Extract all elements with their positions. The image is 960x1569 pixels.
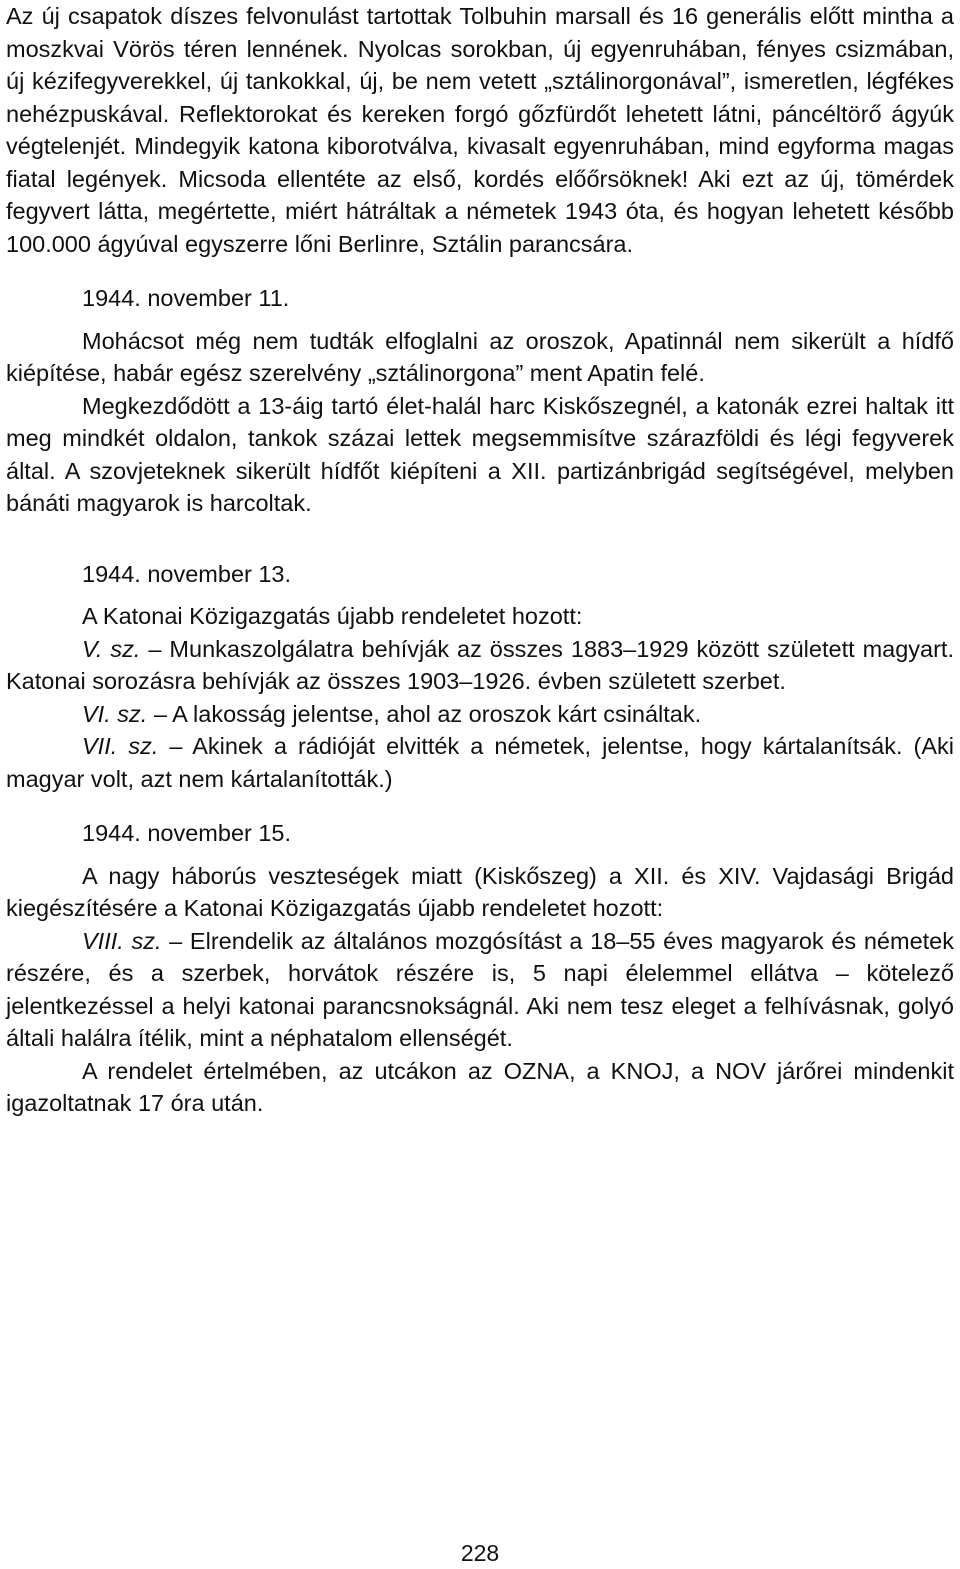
spacer: [6, 850, 954, 860]
paragraph-patrols: A rendelet értelmében, az utcákon az OZNA, a KNOJ, a NOV járőrei mindenkit igazoltatnak 17 óra után.: [6, 1057, 954, 1116]
decree-number: VII. sz.: [82, 733, 159, 759]
page-number: 228: [460, 1540, 500, 1566]
spacer: [6, 315, 954, 325]
decree-number: VIII. sz.: [82, 927, 162, 954]
decree-number: V. sz.: [82, 635, 141, 662]
decree-6: [6, 698, 954, 731]
decree-text: – Elrendelik az általános mozgósítást a 18–55 éves magyarok és németek részére, és a szerbek, horvátok részére is, 5 napi élelemmel ellátva – kötelező jelentkezéssel a helyi katonai parancsnokságnál. Aki nem tesz eleget a felhívásnak, golyó általi halálra ítélik, mint a néphatalom ellenségét.: [6, 927, 954, 1051]
decree-number: VI. sz.: [82, 700, 148, 727]
date-heading-nov-11: 1944. november 11.: [82, 285, 290, 311]
paragraph-decree-intro: A Katonai Közigazgatás újabb rendeletet hozott:: [82, 603, 583, 629]
paragraph-mohacs: Mohácsot még nem tudták elfoglalni az oroszok, Apatinnál nem sikerült a hídfő kiépítése, habár egész szerelvény „sztálinorgona” ment Apatin felé.: [6, 327, 954, 386]
decree-text: – Akinek a rádióját elvitték a németek, jelentse, hogy kártalanítsák. (Aki magyar volt, azt nem kártalanították.): [6, 733, 954, 792]
document-page: [6, 0, 954, 1120]
spacer: [6, 590, 954, 600]
date-heading-nov-15: 1944. november 15.: [82, 820, 292, 846]
decree-text: – Munkaszolgálatra behívják az összes 1883–1929 között született magyart. Katonai sorozásra behívják az összes 1903–1926. évben született szerbet.: [6, 635, 954, 694]
paragraph-losses: A nagy háborús veszteségek miatt (Kiskőszeg) a XII. és XIV. Vajdasági Brigád kiegészítésére a Katonai Közigazgatás újabb rendeletet hozott:: [6, 862, 954, 921]
decree-8: [6, 925, 954, 1055]
spacer: [6, 795, 954, 817]
date-heading-nov-13: 1944. november 13.: [82, 560, 292, 587]
spacer: [6, 520, 954, 558]
paragraph-kiskoszeg: Megkezdődött a 13-áig tartó élet-halál harc Kiskőszegnél, a katonák ezrei haltak itt meg mindkét oldalon, tankok százai lettek megsemmisítve szárazföldi és légi fegyverek által. A szovjeteknek sikerült hídfőt kiépíteni a XII. partizánbrigád segítségével, melyben bánáti magyarok is harcoltak.: [6, 392, 954, 516]
paragraph-parade: Az új csapatok díszes felvonulást tartottak Tolbuhin marsall és 16 generális előtt mintha a moszkvai Vörös téren lennének. Nyolcas sorokban, új egyenruhában, fényes csizmában, új kézifegyverekkel, új tankokkal, új, be nem vetett „sztálinorgonával”, ismeretlen, légfékes nehézpuskával. Reflektorokat és kereken forgó gőzfürdőt lehetett látni, páncéltörő ágyúk végtelenjét. Mindegyik katona kiborotválva, kivasalt egyenruhában, mind egyforma magas fiatal legények. Micsoda ellentéte az első, kordés előőrsöknek! Aki ezt az új, tömérdek fegyvert látta, megértette, miért hátráltak a németek 1943 óta, és hogyan lehetett később 100.000 ágyúval egyszerre lőni Berlinre, Sztálin parancsára.: [6, 3, 954, 257]
spacer: [6, 260, 954, 282]
decree-5: [6, 633, 954, 698]
decree-text: – A lakosság jelentse, ahol az oroszok kárt csináltak.: [147, 700, 702, 727]
decree-7: [6, 730, 954, 795]
